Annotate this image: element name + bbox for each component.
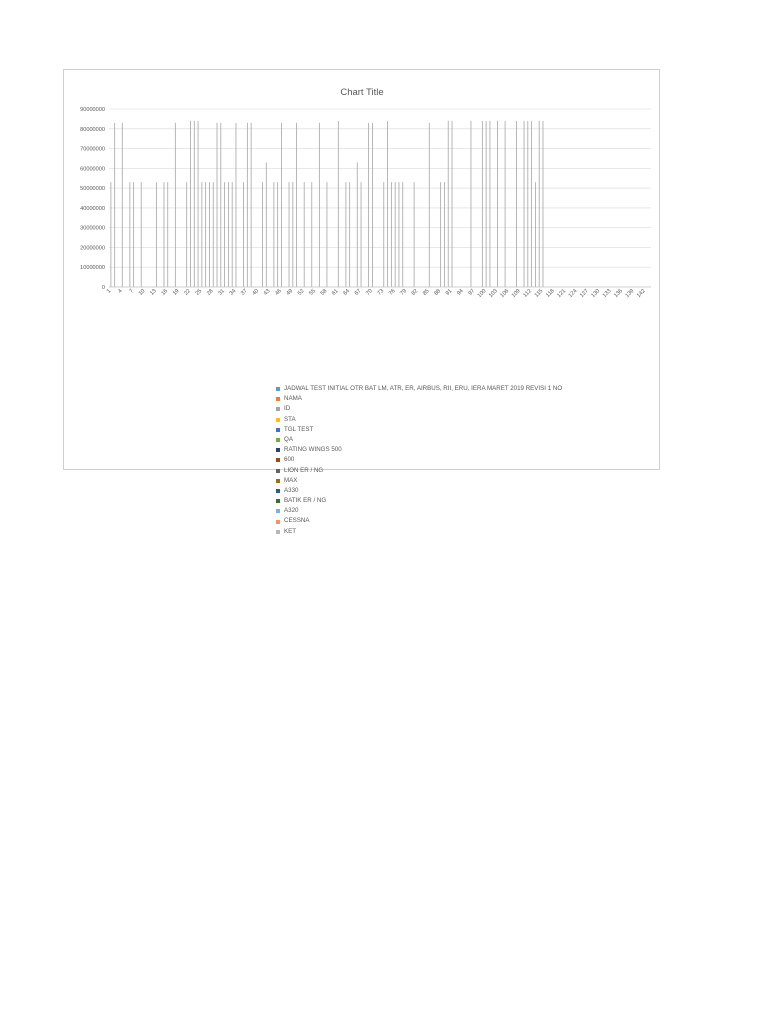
x-tick-label: 28 xyxy=(205,288,215,297)
bar xyxy=(391,182,392,287)
bar xyxy=(539,121,540,287)
y-tick-label: 30000000 xyxy=(80,225,105,232)
bar xyxy=(133,182,134,287)
x-tick-label: 49 xyxy=(285,288,295,297)
x-tick-label: 1 xyxy=(105,288,113,295)
legend-label: 600 xyxy=(284,456,295,464)
x-tick-label: 25 xyxy=(194,288,204,297)
bar xyxy=(527,121,528,287)
bar xyxy=(247,123,248,287)
x-tick-label: 37 xyxy=(240,288,249,297)
x-tick-label: 136 xyxy=(613,288,624,300)
legend-swatch xyxy=(276,418,280,422)
bar xyxy=(190,121,191,287)
x-tick-label: 40 xyxy=(251,288,261,297)
y-tick-label: 90000000 xyxy=(80,107,105,113)
x-tick-label: 34 xyxy=(228,288,238,297)
bar xyxy=(368,123,369,287)
legend-entry xyxy=(276,527,562,537)
bar xyxy=(361,182,362,287)
bar xyxy=(505,121,506,287)
bar xyxy=(452,121,453,287)
bar xyxy=(281,123,282,287)
x-tick-label: 121 xyxy=(556,288,568,300)
x-tick-label: 82 xyxy=(410,288,420,297)
y-tick-label: 80000000 xyxy=(80,126,105,133)
bar xyxy=(304,182,305,287)
x-tick-label: 118 xyxy=(545,288,556,299)
bar xyxy=(535,182,536,287)
x-tick-label: 4 xyxy=(117,288,124,295)
x-tick-label: 91 xyxy=(444,288,454,297)
x-tick-label: 79 xyxy=(399,288,408,297)
bar xyxy=(516,121,517,287)
legend-label: ID xyxy=(284,405,291,413)
x-tick-label: 13 xyxy=(149,288,158,297)
legend-label: NAMA xyxy=(284,395,302,403)
legend-swatch xyxy=(276,387,280,391)
chart-container xyxy=(63,69,660,535)
x-tick-label: 52 xyxy=(296,288,306,297)
x-tick-label: 73 xyxy=(376,288,386,297)
bar xyxy=(164,182,165,287)
x-tick-label: 133 xyxy=(601,288,613,300)
x-tick-label: 16 xyxy=(160,288,170,297)
y-axis-tick-labels xyxy=(80,107,105,291)
bar xyxy=(490,121,491,287)
bar xyxy=(524,121,525,287)
bar xyxy=(224,182,225,287)
x-tick-label: 85 xyxy=(422,288,431,297)
legend-label: TGL TEST xyxy=(284,425,314,433)
legend-entry xyxy=(276,516,562,526)
x-axis-tick-labels xyxy=(106,288,647,299)
legend-entry xyxy=(276,496,562,506)
bar xyxy=(156,182,157,287)
bar xyxy=(217,123,218,287)
legend-swatch xyxy=(276,499,280,503)
legend-entry xyxy=(276,455,562,465)
legend-entry xyxy=(276,415,562,425)
legend-swatch xyxy=(276,407,280,411)
legend-label: A330 xyxy=(284,486,299,494)
x-tick-label: 19 xyxy=(171,288,181,297)
bar xyxy=(429,123,430,287)
x-tick-label: 139 xyxy=(624,288,636,300)
bar xyxy=(273,182,274,287)
legend-swatch xyxy=(276,509,280,513)
x-tick-label: 115 xyxy=(533,288,545,299)
legend-swatch xyxy=(276,458,280,462)
legend-label: QA xyxy=(284,435,293,443)
x-tick-label: 88 xyxy=(433,288,443,297)
legend-label: RATING WINGS 500 xyxy=(284,446,342,454)
legend-swatch xyxy=(276,397,280,401)
bar xyxy=(292,182,293,287)
bars xyxy=(110,121,543,287)
legend-swatch xyxy=(276,520,280,524)
legend-swatch xyxy=(276,489,280,493)
y-tick-label: 60000000 xyxy=(80,166,105,173)
x-tick-label: 130 xyxy=(590,288,602,300)
legend-entry xyxy=(276,384,562,394)
bar xyxy=(110,182,111,287)
bar xyxy=(486,121,487,287)
bar xyxy=(167,182,168,287)
x-tick-label: 43 xyxy=(262,288,272,297)
x-tick-label: 10 xyxy=(137,288,147,297)
bar xyxy=(349,182,350,287)
bar xyxy=(296,123,297,287)
y-tick-label: 70000000 xyxy=(80,146,105,153)
y-tick-label: 10000000 xyxy=(80,265,105,272)
legend-label: KET xyxy=(284,527,297,535)
x-tick-label: 112 xyxy=(522,288,534,299)
legend-entry xyxy=(276,394,562,404)
legend-entry xyxy=(276,486,562,496)
bar xyxy=(266,162,267,287)
bar xyxy=(444,182,445,287)
bar xyxy=(228,182,229,287)
bar xyxy=(129,182,130,287)
legend-entry xyxy=(276,435,562,445)
legend-entry xyxy=(276,506,562,516)
bar xyxy=(395,182,396,287)
x-tick-label: 55 xyxy=(308,288,317,297)
bar xyxy=(497,121,498,287)
bar xyxy=(357,162,358,287)
bar xyxy=(311,182,312,287)
bar xyxy=(543,121,544,287)
legend-entry xyxy=(276,466,562,476)
x-tick-label: 58 xyxy=(319,288,329,297)
x-tick-label: 97 xyxy=(467,288,477,297)
legend-swatch xyxy=(276,469,280,473)
legend-entry xyxy=(276,445,562,455)
bar xyxy=(198,121,199,287)
y-tick-label: 0 xyxy=(101,285,105,291)
bar xyxy=(236,123,237,287)
x-tick-label: 76 xyxy=(387,288,397,297)
x-tick-label: 100 xyxy=(476,288,488,300)
bar xyxy=(319,123,320,287)
legend-label: BATIK ER / NG xyxy=(284,497,327,505)
bar xyxy=(141,182,142,287)
bar xyxy=(471,121,472,287)
bar xyxy=(383,182,384,287)
bar xyxy=(262,182,263,287)
bar xyxy=(414,182,415,287)
x-tick-label: 124 xyxy=(567,288,579,300)
legend-swatch xyxy=(276,530,280,534)
legend-entry xyxy=(276,404,562,414)
x-tick-label: 61 xyxy=(331,288,340,297)
bar xyxy=(186,182,187,287)
bar xyxy=(345,182,346,287)
legend-label: STA xyxy=(284,415,296,423)
x-tick-label: 94 xyxy=(456,288,465,297)
bar xyxy=(387,121,388,287)
bar xyxy=(399,182,400,287)
bar xyxy=(201,182,202,287)
x-tick-label: 106 xyxy=(499,288,511,300)
y-tick-label: 50000000 xyxy=(80,186,105,193)
x-tick-label: 70 xyxy=(365,288,374,297)
bar xyxy=(531,121,532,287)
legend-label: MAX xyxy=(284,476,298,484)
bar xyxy=(205,182,206,287)
legend-swatch xyxy=(276,438,280,442)
legend-label: CESSNA xyxy=(284,517,310,525)
bar xyxy=(440,182,441,287)
legend-entry xyxy=(276,476,562,486)
bar xyxy=(402,182,403,287)
bar xyxy=(232,182,233,287)
y-tick-label: 20000000 xyxy=(80,245,105,252)
legend-swatch xyxy=(276,448,280,452)
x-tick-label: 109 xyxy=(510,288,522,300)
x-tick-label: 64 xyxy=(342,288,352,297)
legend-label: JADWAL TEST INITIAL OTR BAT LM, ATR, ER, AIRBUS, RII, ERU, IERA MARET 2019 REVISI 1 NO xyxy=(284,385,563,392)
x-tick-label: 22 xyxy=(183,288,192,297)
legend-label: A320 xyxy=(284,507,299,515)
bar xyxy=(175,123,176,287)
bar xyxy=(448,121,449,287)
bar xyxy=(289,182,290,287)
bar xyxy=(338,121,339,287)
bar xyxy=(114,123,115,287)
bar xyxy=(327,182,328,287)
x-tick-label: 46 xyxy=(274,288,283,297)
bar xyxy=(194,121,195,287)
legend-swatch xyxy=(276,479,280,483)
bar xyxy=(482,121,483,287)
bar xyxy=(209,182,210,287)
x-tick-label: 103 xyxy=(488,288,499,300)
x-tick-label: 67 xyxy=(353,288,363,297)
bar xyxy=(251,123,252,287)
bar xyxy=(243,182,244,287)
x-tick-label: 31 xyxy=(217,288,227,297)
bar xyxy=(372,123,373,287)
chart-legend xyxy=(276,384,562,537)
bar xyxy=(277,182,278,287)
x-tick-label: 127 xyxy=(579,288,590,300)
x-tick-label: 7 xyxy=(128,288,136,295)
legend-label: LION ER / NG xyxy=(284,466,324,474)
chart-title: Chart Title xyxy=(340,87,384,98)
bar xyxy=(122,123,123,287)
bar xyxy=(220,123,221,287)
legend-swatch xyxy=(276,428,280,432)
x-tick-label: 142 xyxy=(635,288,647,300)
legend-entry xyxy=(276,425,562,435)
bar xyxy=(213,182,214,287)
y-tick-label: 40000000 xyxy=(80,205,105,212)
